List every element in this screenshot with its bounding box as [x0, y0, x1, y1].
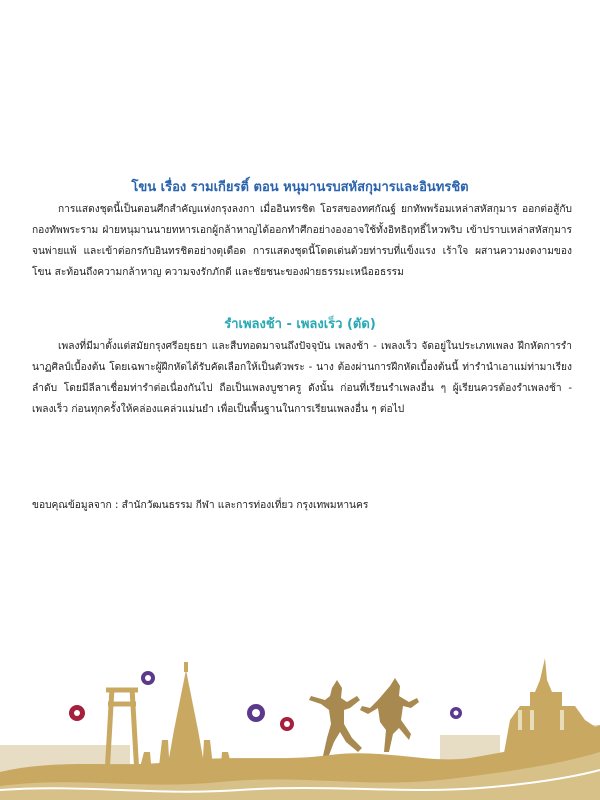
section-body-dance: เพลงที่มีมาตั้งแต่สมัยกรุงศรีอยุธยา และสืบทอดมาจนถึงปัจจุบัน เพลงช้า - เพลงเร็ว จัดอยู่ในประเภทเพลง ฝึกหัดการรำนาฏศิลป์เบื้องต้น โดยเฉพาะผู้ฝึกหัดได้รับคัดเลือกให้เป็นตัวพระ - นาง ต้องผ่านการฝึกหัดเบื้องต้นนี้ ท่ารำนำเอาแม่ท่ามาเรียงลำดับ โดยมีลีลาเชื่อมท่ารำต่อเนื่องกันไป ถือเป็นเพลงบูชาครู ดังนั้น ก่อนที่เรียนรำเพลงอื่น ๆ ผู้เรียนควรต้องรำเพลงช้า - เพลงเร็ว ก่อนทุกครั้งให้คล่องแคล่วแม่นยำ เพื่อเป็นพื้นฐานในการเรียนเพลงอื่น ๆ ต่อไป — [32, 341, 572, 415]
credit-line: ขอบคุณข้อมูลจาก : สำนักวัฒนธรรม กีฬา และการท่องเที่ยว กรุงเทพมหานคร — [32, 500, 369, 511]
section-khon — [0, 176, 600, 283]
section-title-dance: รำเพลงช้า - เพลงเร็ว (ตัด) — [224, 317, 376, 332]
section-body-khon: การแสดงชุดนี้เป็นตอนศึกสำคัญแห่งกรุงลงกา เมื่ออินทรชิต โอรสของทศกัณฐ์ ยกทัพพร้อมเหล่าสหัสกุมาร ออกต่อสู้กับกองทัพพระราม ฝ่ายหนุมานนายทหารเอกผู้กล้าหาญได้ออกทำศึกอย่างองอาจใช้ทั้งอิทธิฤทธิ์ไหวพริบ เข้าปราบเหล่าสหัสกุมารจนพ่ายแพ้ และเข้าต่อกรกับอินทรชิตอย่างดุเดือด การแสดงชุดนี้โดดเด่นด้วยท่ารบที่แข็งแรง เร้าใจ ผสานความงดงามของโขน สะท้อนถึงความกล้าหาญ ความจงรักภักดี และชัยชนะของฝ่ายธรรมะเหนืออธรรม — [32, 204, 572, 278]
section-dance — [0, 313, 600, 420]
thai-landmarks-illustration — [0, 640, 600, 800]
section-title-khon: โขน เรื่อง รามเกียรติ์ ตอน หนุมานรบสหัสกุมารและอินทรชิต — [131, 180, 469, 195]
khon-dancers-icon — [309, 678, 419, 758]
